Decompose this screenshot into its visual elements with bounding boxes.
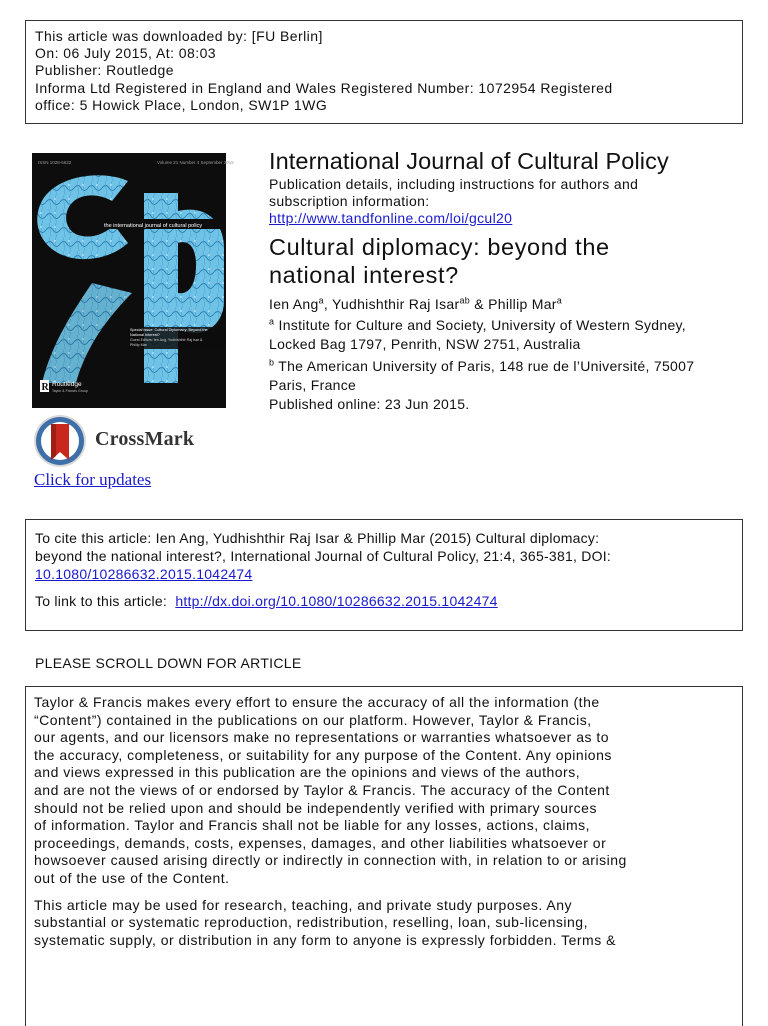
- disclaimer-line: should not be relied upon and should be independently verified with primary sources: [34, 799, 597, 816]
- disclaimer-line: of information. Taylor and Francis shall not be liable for any losses, actions, claims,: [34, 817, 591, 834]
- affiliation-text: Paris, France: [269, 377, 357, 393]
- disclaimer-line: proceedings, demands, costs, expenses, damages, and other liabilities whatsoever or: [34, 834, 607, 851]
- author-name: Yudhishthir Raj Isar: [332, 296, 460, 312]
- cover-guest-editors: Guest Editors: Ien Ang, Yudhishthir Raj Isar &: [130, 338, 203, 342]
- download-notice-line: Informa Ltd Registered in England and Wales Registered Number: 1072954 Registered: [35, 79, 613, 96]
- article-title-line: national interest?: [269, 262, 459, 288]
- crossmark-label: CrossMark: [95, 428, 195, 450]
- publication-details: subscription information:: [269, 193, 430, 209]
- article-metadata: [269, 146, 749, 414]
- cover-art: [32, 153, 234, 408]
- disclaimer-paragraph: [34, 897, 734, 950]
- disclaimer-line: and are not the views of or endorsed by Taylor & Francis. The accuracy of the Content: [34, 781, 610, 798]
- disclaimer-line: and views expressed in this publication are the opinions and views of the authors,: [34, 764, 581, 781]
- citation-text: beyond the national interest?, International Journal of Cultural Policy, 21:4, 365-381, DOI:: [35, 548, 612, 564]
- cover-issn: ISSN 1028-6632: [38, 160, 72, 165]
- download-notice-box: [25, 20, 743, 124]
- click-for-updates-link[interactable]: Click for updates: [34, 470, 152, 489]
- article-link-label: To link to this article:: [35, 593, 176, 609]
- cover-publisher-sub: Taylor & Francis Group: [52, 389, 88, 393]
- article-title-line: Cultural diplomacy: beyond the: [269, 234, 610, 260]
- publication-details: Publication details, including instructions for authors and: [269, 176, 639, 192]
- author-affiliation-mark: ab: [459, 295, 471, 306]
- affiliation-a: [269, 316, 749, 335]
- download-notice-line: Publisher: Routledge: [35, 62, 174, 79]
- author-name: Ien Ang: [269, 296, 319, 312]
- disclaimer-line: systematic supply, or distribution in any form to anyone is expressly forbidden. Terms &: [34, 931, 616, 948]
- routledge-logo-icon: [40, 380, 50, 393]
- cover-special-issue: Special issue: Cultural Diplomacy: Beyond the: [130, 328, 208, 332]
- affiliation-text: Locked Bag 1797, Penrith, NSW 2751, Australia: [269, 336, 581, 352]
- author-name: Phillip Mar: [488, 296, 557, 312]
- affiliation-text: The American University of Paris, 148 rue de l’Université, 75007: [274, 358, 695, 374]
- disclaimer-line: our agents, and our licensors make no representations or warranties whatsoever as to: [34, 729, 610, 746]
- download-notice-line: This article was downloaded by: [FU Berlin]: [35, 28, 323, 44]
- author-separator: &: [470, 296, 489, 312]
- citation-text: To cite this article: Ien Ang, Yudhishthir Raj Isar & Phillip Mar (2015) Cultural diplomacy:: [35, 530, 600, 546]
- affiliation-b: [269, 357, 749, 376]
- cover-special-issue: National Interest?: [130, 333, 160, 337]
- disclaimer-line: the accuracy, completeness, or suitability for any purpose of the Content. Any opinions: [34, 746, 612, 763]
- download-notice-line: office: 5 Howick Place, London, SW1P 1WG: [35, 96, 328, 113]
- scroll-down-notice: PLEASE SCROLL DOWN FOR ARTICLE: [35, 655, 302, 671]
- affiliation-text: Institute for Culture and Society, University of Western Sydney,: [274, 317, 686, 333]
- author-affiliation-mark: a: [556, 295, 563, 306]
- author-list: [269, 295, 749, 313]
- disclaimer-line: substantial or systematic reproduction, redistribution, reselling, loan, sub-licensing,: [34, 914, 588, 931]
- crossmark-icon: [33, 414, 89, 470]
- article-title: [269, 233, 749, 289]
- disclaimer-line: out of the use of the Content.: [34, 869, 230, 886]
- author-separator: ,: [323, 296, 333, 312]
- disclaimer-line: howsoever caused arising directly or indirectly in connection with, in relation to or arising: [34, 852, 627, 869]
- disclaimer-line: Taylor & Francis makes every effort to ensure the accuracy of all the information (the: [34, 694, 600, 710]
- disclaimer-paragraph: [34, 694, 734, 888]
- cover-volume: Volume 21 Number 4 September 2015: [157, 160, 234, 165]
- article-doi-url-link[interactable]: http://dx.doi.org/10.1080/10286632.2015.1042474: [175, 593, 498, 609]
- disclaimer-line: “Content”) contained in the publications on our platform. However, Taylor & Francis,: [34, 711, 592, 728]
- crossmark-badge[interactable]: [33, 414, 198, 470]
- download-notice-line: On: 06 July 2015, At: 08:03: [35, 45, 217, 62]
- affiliation-mark: a: [269, 316, 275, 327]
- cover-journal-strip: the international journal of cultural policy: [104, 223, 203, 229]
- cover-guest-editors: Phillip Mar: [130, 343, 147, 347]
- journal-title: International Journal of Cultural Policy: [269, 148, 669, 174]
- cover-publisher-name: Routledge: [52, 381, 82, 388]
- svg-text:R: R: [41, 382, 49, 393]
- journal-cover-image[interactable]: [32, 153, 234, 408]
- author-affiliation-mark: a: [318, 295, 324, 306]
- journal-url-link[interactable]: http://www.tandfonline.com/loi/gcul20: [269, 210, 513, 226]
- disclaimer-line: This article may be used for research, teaching, and private study purposes. Any: [34, 896, 573, 913]
- affiliation-mark: b: [269, 357, 275, 368]
- published-date: Published online: 23 Jun 2015.: [269, 396, 470, 412]
- citation-box: [25, 519, 743, 631]
- disclaimer-box: [25, 686, 743, 1026]
- citation-doi-link[interactable]: 10.1080/10286632.2015.1042474: [35, 566, 253, 582]
